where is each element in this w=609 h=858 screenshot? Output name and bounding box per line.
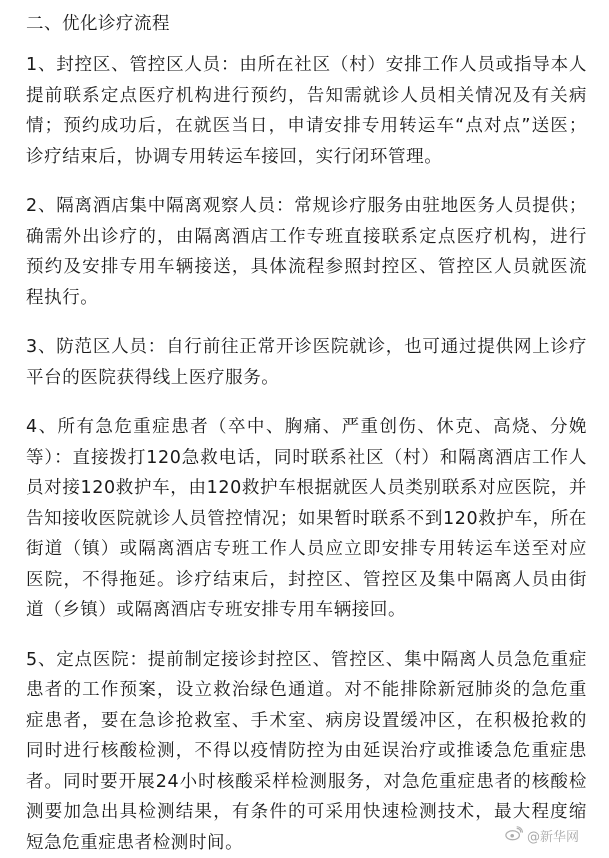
paragraph-3: 3、防范区人员：自行前往正常开诊医院就诊，也可通过提供网上诊疗平台的医院获得线上医疗服务。 [26, 332, 587, 393]
watermark [505, 826, 579, 845]
section-heading: 二、优化诊疗流程 [26, 10, 587, 38]
paragraph-5: 5、定点医院：提前制定接诊封控区、管控区、集中隔离人员急危重症患者的工作预案，设立救治绿色通道。对不能排除新冠肺炎的急危重症患者，要在急诊抢救室、手术室、病房设置缓冲区，在积极抢救的同时进行核酸检测，不得以疫情防控为由延误治疗或推诿急危重症患者。同时要开展24小时核酸采样检测服务，对急危重症患者的核酸检测要加急出具检测结果，有条件的可采用快速检测技术，最大程度缩短急危重症患者检测时间。 [26, 645, 587, 858]
watermark-text: @新华网 [527, 826, 579, 845]
paragraph-4: 4、所有急危重症患者（卒中、胸痛、严重创伤、休克、高烧、分娩等）：直接拨打120急救电话，同时联系社区（村）和隔离酒店工作人员对接120救护车，由120救护车根据就医人员类别联系对应医院，并告知接收医院就诊人员管控情况；如果暂时联系不到120救护车，所在街道（镇）或隔离酒店专班工作人员应立即安排专用转运车送至对应医院，不得拖延。诊疗结束后，封控区、管控区及集中隔离人员由街道（乡镇）或隔离酒店专班安排专用车辆接回。 [26, 412, 587, 626]
paragraph-2: 2、隔离酒店集中隔离观察人员：常规诊疗服务由驻地医务人员提供；确需外出诊疗的，由隔离酒店工作专班直接联系定点医疗机构，进行预约及安排专用车辆接送，具体流程参照封控区、管控区人员就医流程执行。 [26, 191, 587, 313]
weibo-logo-icon [505, 826, 523, 845]
paragraph-1: 1、封控区、管控区人员：由所在社区（村）安排工作人员或指导本人提前联系定点医疗机构进行预约，告知需就诊人员相关情况及有关病情；预约成功后，在就医当日，申请安排专用转运车“点对点”送医；诊疗结束后，协调专用转运车接回，实行闭环管理。 [26, 50, 587, 172]
